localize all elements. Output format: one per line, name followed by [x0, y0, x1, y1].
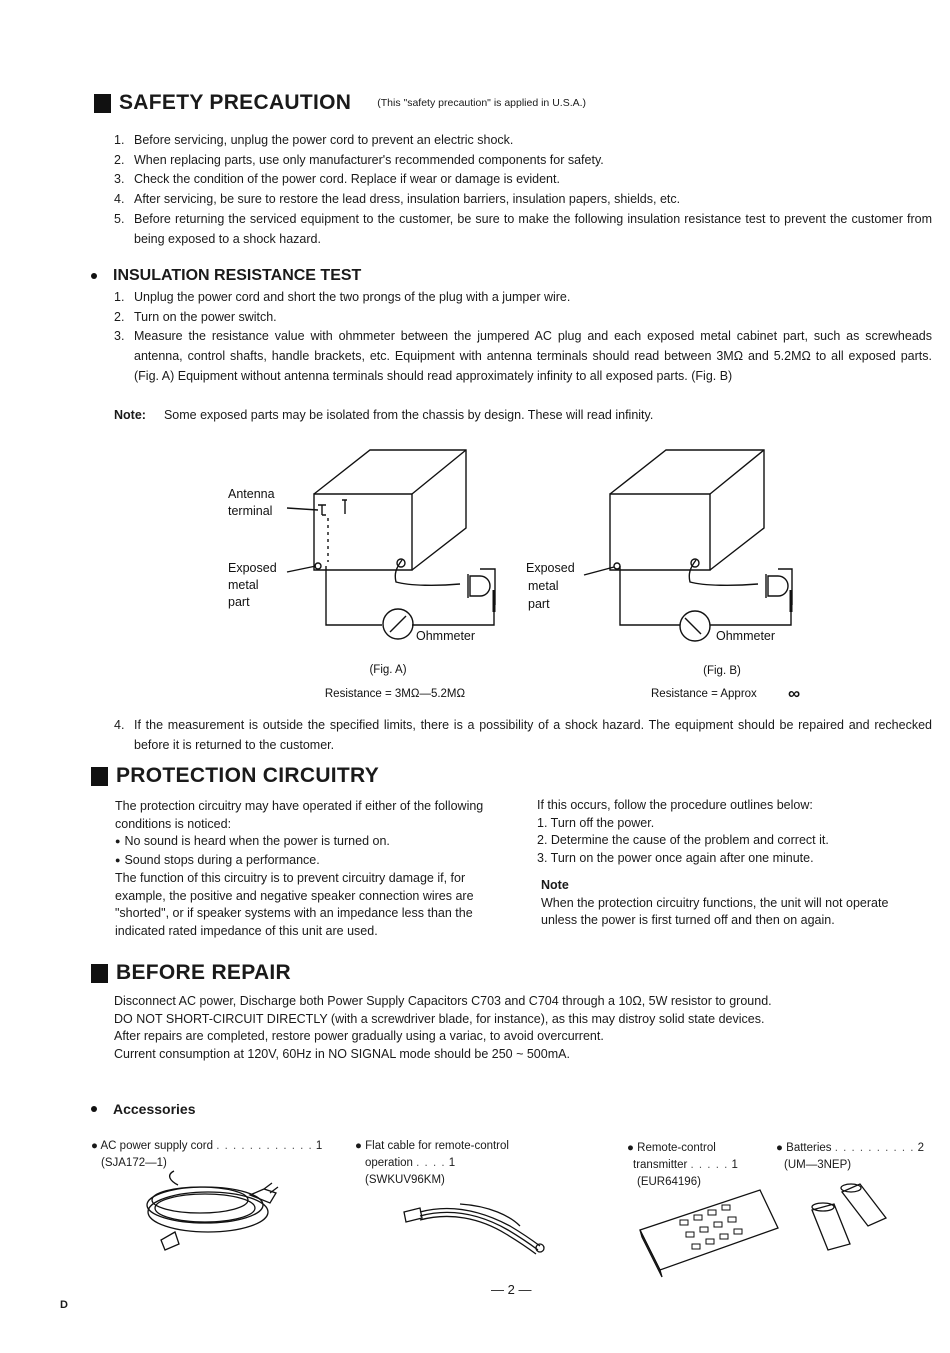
heading-square-icon	[91, 964, 108, 983]
fig-b-infinity: ∞	[788, 684, 801, 703]
insulation-list	[114, 288, 932, 387]
insulation-list-continued	[114, 716, 932, 755]
heading-square-icon	[94, 94, 111, 113]
list-item: 1. Unplug the power cord and short the two prongs of the plug with a jumper wire.	[114, 290, 571, 304]
fig-a-terminal-label: terminal	[228, 504, 273, 518]
list-item: 2. When replacing parts, use only manufacturer's recommended components for safety.	[114, 152, 604, 167]
safety-list	[114, 131, 932, 249]
ac-plug-icon	[468, 569, 495, 608]
accessory-illustrations	[0, 1170, 950, 1285]
safety-heading	[94, 91, 586, 115]
antenna-terminal-icon	[318, 500, 347, 515]
fig-a-ohmmeter-label: Ohmmeter	[416, 629, 476, 643]
list-item: 3. Measure the resistance value with ohmmeter between the jumpered AC plug and each exposed metal cabinet part, such as screwheads antenna, control shafts, handle brackets, etc. Equipment with antenna terminals should read between 3MΩ and 5.2MΩ to all exposed parts. (Fig. A) Equipment without antenna terminals should read approximately infinity to all exposed parts. (Fig. B)	[114, 329, 932, 383]
figure-a-diagram	[287, 450, 495, 639]
repair-line: DO NOT SHORT-CIRCUIT DIRECTLY (with a screwdriver blade, for instance), as this may distroy solid state devices.	[114, 1011, 765, 1026]
exposed-screw-icon	[614, 563, 620, 569]
bullet-icon	[91, 1106, 97, 1112]
list-item: 3. Check the condition of the power cord. Replace if wear or damage is evident.	[114, 172, 560, 187]
bullet-icon	[91, 273, 97, 279]
protection-note-title: Note	[541, 878, 569, 892]
accessory-batteries: ● Batteries . . . . . . . . . . 2 (UM—3NEP)	[776, 1142, 925, 1171]
accessories-title: Accessories	[113, 1101, 196, 1117]
protection-condition-1: ● No sound is heard when the power is turned on.	[115, 833, 515, 852]
ac-cord-icon	[147, 1171, 278, 1250]
note-label: Note:	[114, 408, 146, 422]
procedure-step-1: 1. Turn off the power.	[537, 815, 655, 830]
safety-title: SAFETY PRECAUTION	[119, 91, 352, 114]
remote-control-icon	[640, 1190, 778, 1277]
accessory-remote: ● Remote-control transmitter . . . . . 1 (EUR64196)	[627, 1142, 738, 1188]
list-item: 1. Before servicing, unplug the power cord to prevent an electric shock.	[114, 133, 514, 147]
list-item: 4. If the measurement is outside the specified limits, there is a possibility of a shock hazard. The equipment should be repaired and rechecked before it is returned to the customer.	[114, 718, 932, 752]
list-item: 2. Turn on the power switch.	[114, 309, 277, 324]
repair-heading	[91, 961, 291, 985]
protection-right-column	[537, 797, 922, 930]
fig-b-part-label: part	[528, 597, 550, 611]
fig-b-exposed-label: Exposed	[526, 561, 575, 575]
procedure-step-2: 2. Determine the cause of the problem and correct it.	[537, 833, 829, 847]
fig-b-resistance: Resistance = Approx	[651, 688, 757, 700]
ac-plug-icon	[766, 569, 792, 605]
fig-b-metal-label: metal	[528, 579, 559, 593]
fig-a-part-label: part	[228, 595, 250, 609]
document-code: D	[60, 1299, 68, 1311]
protection-condition-2: ● Sound stops during a performance.	[115, 852, 515, 871]
repair-line: Disconnect AC power, Discharge both Power Supply Capacitors C703 and C704 through a 10Ω, 5W resistor to ground.	[114, 994, 772, 1008]
fig-b-caption: (Fig. B)	[703, 665, 741, 677]
list-item: 5. Before returning the serviced equipment to the customer, be sure to make the following insulation resistance test to prevent the customer from being exposed to a shock hazard.	[114, 211, 932, 246]
fig-a-caption: (Fig. A)	[369, 664, 407, 676]
repair-line: After repairs are completed, restore power gradually using a variac, to avoid overcurrent.	[114, 1029, 604, 1043]
ohmmeter-icon	[680, 611, 710, 641]
accessory-flat-cable: ● Flat cable for remote-control operation . . . . 1 (SWKUV96KM)	[355, 1140, 509, 1186]
chassis-front-face	[314, 494, 412, 570]
repair-instructions	[114, 993, 914, 1063]
page-number: — 2 —	[491, 1282, 532, 1297]
batteries-icon	[812, 1184, 886, 1250]
list-item: 4. After servicing, be sure to restore the lead dress, insulation barriers, insulation papers, shields, etc.	[114, 192, 681, 207]
repair-title: BEFORE REPAIR	[116, 961, 292, 984]
fig-a-antenna-label: Antenna	[228, 487, 275, 501]
protection-heading	[91, 764, 379, 788]
protection-title: PROTECTION CIRCUITRY	[116, 764, 380, 787]
procedure-intro: If this occurs, follow the procedure outlines below:	[537, 798, 813, 812]
insulation-test-figures	[0, 440, 950, 710]
fig-a-metal-label: metal	[228, 578, 259, 592]
repair-line: Current consumption at 120V, 60Hz in NO SIGNAL mode should be 250 ~ 500mA.	[114, 1046, 570, 1061]
insulation-title: INSULATION RESISTANCE TEST	[113, 267, 362, 284]
protection-function-text: The function of this circuitry is to prevent circuitry damage if, for example, the positive and negative speaker connection wires are "shorted", or if speaker systems with an impedance less than the indicated rated impedance of this unit are used.	[115, 871, 474, 938]
insulation-note	[114, 406, 653, 426]
fig-b-ohmmeter-label: Ohmmeter	[716, 629, 776, 643]
procedure-step-3: 3. Turn on the power once again after one minute.	[537, 850, 814, 865]
accessories-heading	[91, 1101, 196, 1117]
protection-left-column	[115, 798, 515, 940]
protection-intro: The protection circuitry may have operated if either of the following conditions is noticed:	[115, 799, 484, 831]
insulation-heading	[91, 267, 361, 285]
safety-subtitle: (This "safety precaution" is applied in U.S.A.)	[377, 97, 587, 109]
fig-a-resistance: Resistance = 3MΩ—5.2MΩ	[324, 688, 466, 700]
fig-a-exposed-label: Exposed	[228, 561, 277, 575]
note-text: Some exposed parts may be isolated from the chassis by design. These will read infinity.	[163, 408, 654, 422]
figure-b-diagram	[584, 450, 792, 641]
protection-note-text: When the protection circuitry functions, the unit will not operate unless the power is first turned off and then on again.	[541, 895, 889, 927]
flat-cable-icon	[404, 1204, 544, 1254]
accessory-ac-cord: ● AC power supply cord . . . . . . . . . . . . 1 (SJA172—1)	[91, 1140, 323, 1169]
heading-square-icon	[91, 767, 108, 786]
